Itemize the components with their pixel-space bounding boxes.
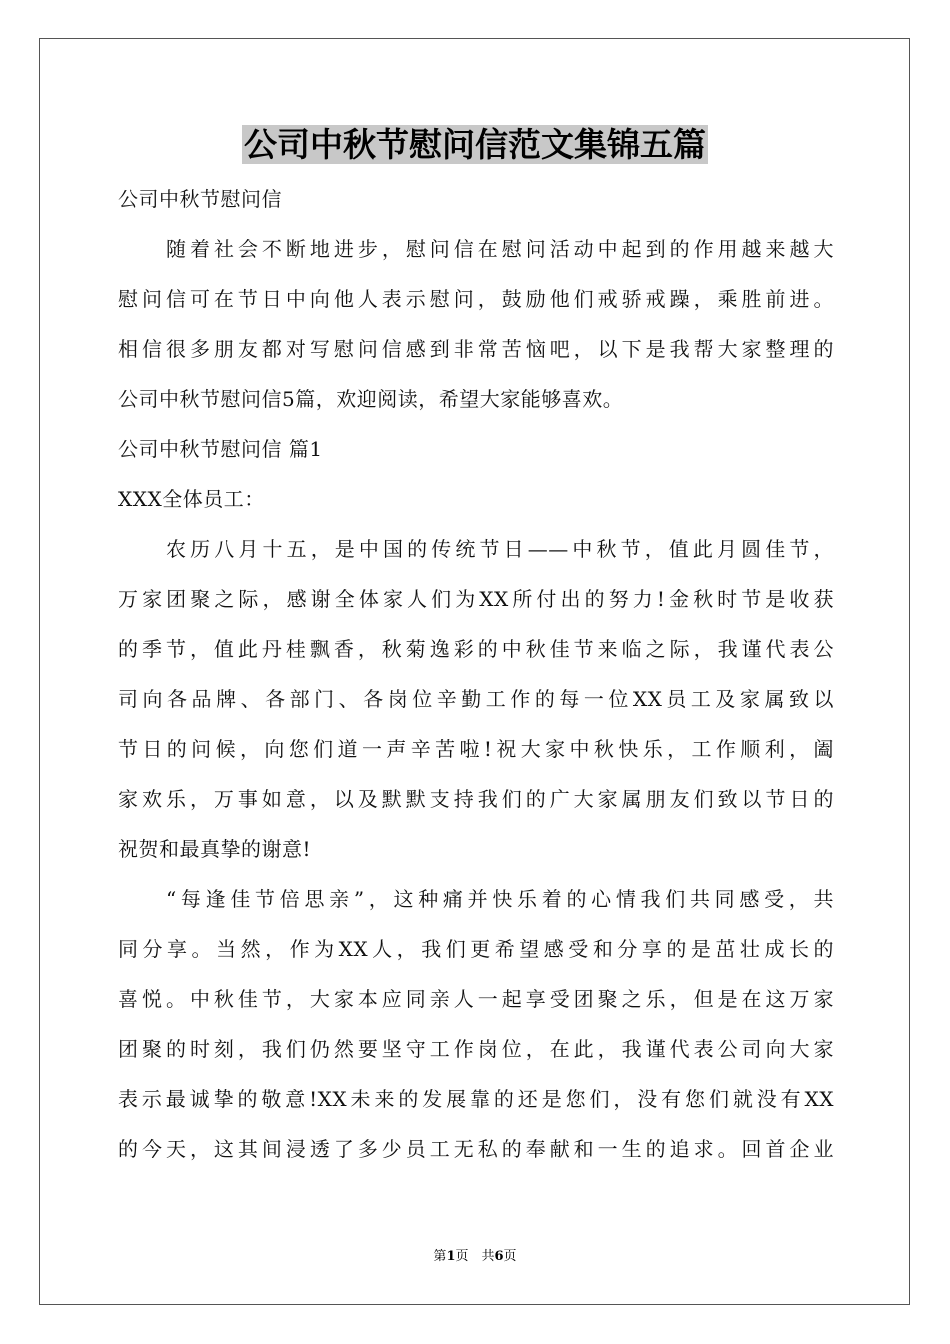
- body-line: 的今天，这其间浸透了多少员工无私的奉献和一生的追求。回首企业: [118, 1137, 834, 1161]
- body-line: 表示最诚挚的敬意!XX未来的发展靠的还是您们，没有您们就没有XX: [118, 1087, 834, 1111]
- body-line: 公司中秋节慰问信: [118, 187, 282, 211]
- body-line: 农历八月十五，是中国的传统节日——中秋节，值此月圆佳节，: [166, 537, 834, 561]
- footer-page-number: 1: [446, 1249, 456, 1264]
- body-line: 万家团聚之际，感谢全体家人们为XX所付出的努力!金秋时节是收获: [118, 587, 834, 611]
- body-line: 随着社会不断地进步，慰问信在慰问活动中起到的作用越来越大: [166, 237, 834, 261]
- footer-total-pages: 6: [494, 1249, 504, 1264]
- body-line: 节日的问候，向您们道一声辛苦啦!祝大家中秋快乐，工作顺利，阖: [118, 737, 834, 761]
- body-line: XXX全体员工：: [118, 487, 265, 511]
- body-line: “每逢佳节倍思亲”，这种痛并快乐着的心情我们共同感受，共: [166, 887, 834, 911]
- body-line: 团聚的时刻，我们仍然要坚守工作岗位，在此，我谨代表公司向大家: [118, 1037, 834, 1061]
- body-line: 相信很多朋友都对写慰问信感到非常苦恼吧，以下是我帮大家整理的: [118, 337, 834, 361]
- body-line: 慰问信可在节日中向他人表示慰问，鼓励他们戒骄戒躁，乘胜前进。: [118, 287, 834, 311]
- body-line: 司向各品牌、各部门、各岗位辛勤工作的每一位XX员工及家属致以: [118, 687, 834, 711]
- document-title-text: 公司中秋节慰问信范文集锦五篇: [244, 125, 706, 164]
- body-line: 同分享。当然，作为XX人，我们更希望感受和分享的是茁壮成长的: [118, 937, 834, 961]
- document-body: [118, 174, 834, 1174]
- body-line: 公司中秋节慰问信 篇1: [118, 437, 323, 461]
- body-line: 祝贺和最真挚的谢意!: [118, 837, 312, 861]
- body-line: 的季节，值此丹桂飘香，秋菊逸彩的中秋佳节来临之际，我谨代表公: [118, 637, 834, 661]
- footer-mid: 页 共: [455, 1249, 495, 1264]
- body-line: 家欢乐，万事如意，以及默默支持我们的广大家属朋友们致以节日的: [118, 787, 834, 811]
- page-footer: [0, 1245, 950, 1264]
- body-line: 喜悦。中秋佳节，大家本应同亲人一起享受团聚之乐，但是在这万家: [118, 987, 834, 1011]
- footer-suffix: 页: [503, 1249, 517, 1264]
- document-title: [0, 122, 950, 168]
- footer-prefix: 第: [433, 1249, 447, 1264]
- body-line: 公司中秋节慰问信5篇，欢迎阅读，希望大家能够喜欢。: [118, 387, 624, 411]
